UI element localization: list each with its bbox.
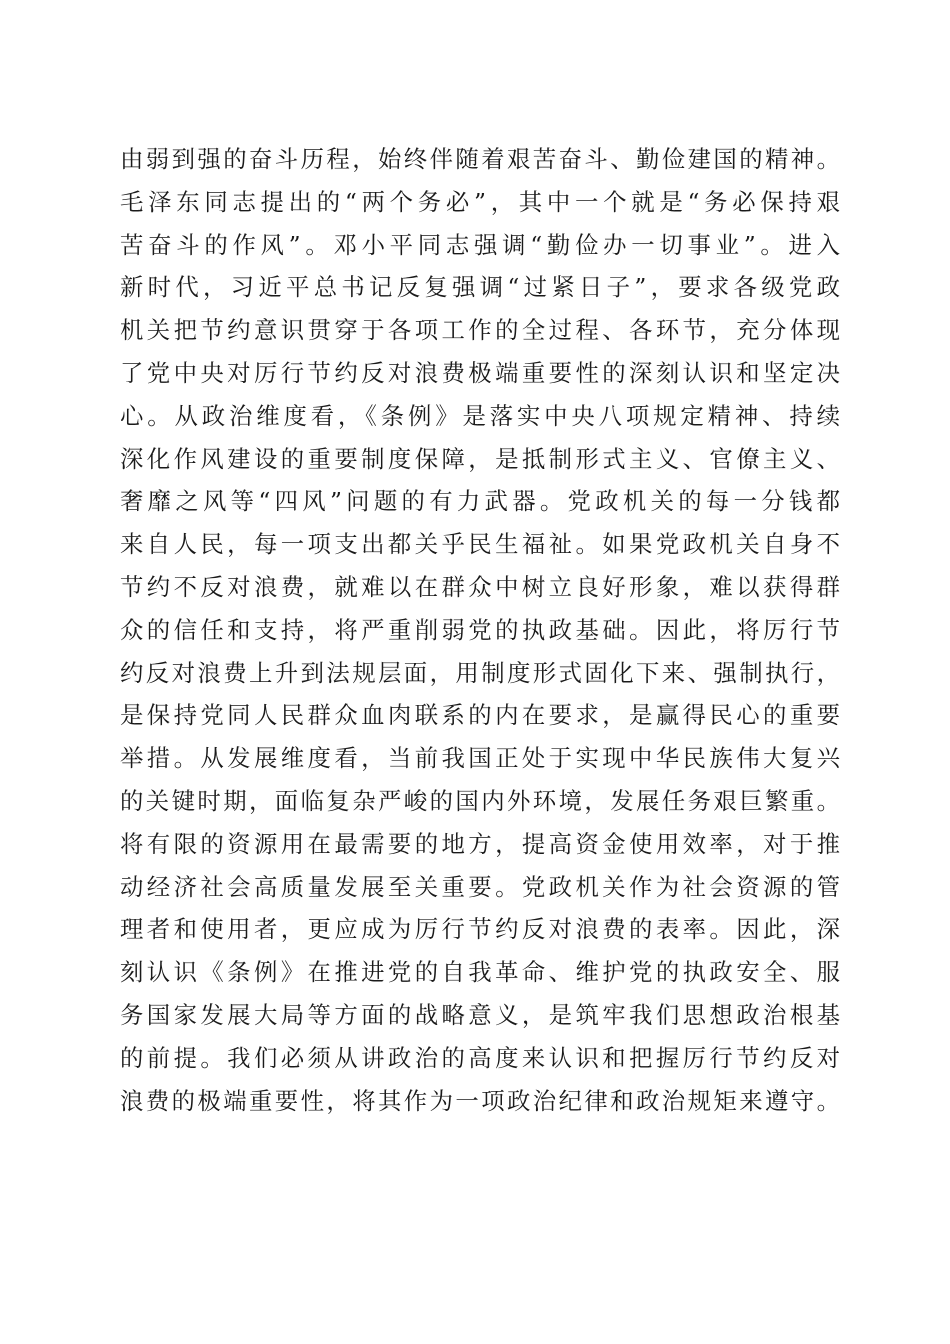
text-line: 约反对浪费上升到法规层面，用制度形式固化下来、强制执行， xyxy=(120,658,840,687)
text-line: 的前提。我们必须从讲政治的高度来认识和把握厉行节约反对 xyxy=(120,1043,840,1072)
text-line: 刻认识《条例》在推进党的自我革命、维护党的执政安全、服 xyxy=(120,958,840,987)
text-line: 了党中央对厉行节约反对浪费极端重要性的深刻认识和坚定决 xyxy=(120,358,840,387)
text-line: 务国家发展大局等方面的战略意义，是筑牢我们思想政治根基 xyxy=(120,1000,840,1029)
text-line: 是保持党同人民群众血肉联系的内在要求，是赢得民心的重要 xyxy=(120,701,840,730)
text-line: 的关键时期，面临复杂严峻的国内外环境，发展任务艰巨繁重。 xyxy=(120,786,840,815)
text-line: 众的信任和支持，将严重削弱党的执政基础。因此，将厉行节 xyxy=(120,615,840,644)
text-line: 动经济社会高质量发展至关重要。党政机关作为社会资源的管 xyxy=(120,872,840,901)
text-line: 奢靡之风等“四风”问题的有力武器。党政机关的每一分钱都 xyxy=(120,487,840,516)
text-line: 由弱到强的奋斗历程，始终伴随着艰苦奋斗、勤俭建国的精神。 xyxy=(120,145,840,173)
text-line: 理者和使用者，更应成为厉行节约反对浪费的表率。因此，深 xyxy=(120,915,840,944)
text-line: 浪费的极端重要性，将其作为一项政治纪律和政治规矩来遵守。 xyxy=(120,1086,840,1115)
text-line: 苦奋斗的作风”。邓小平同志强调“勤俭办一切事业”。进入 xyxy=(120,230,840,259)
text-line: 举措。从发展维度看，当前我国正处于实现中华民族伟大复兴 xyxy=(120,744,840,773)
text-line: 毛泽东同志提出的“两个务必”，其中一个就是“务必保持艰 xyxy=(120,187,840,216)
text-line: 深化作风建设的重要制度保障，是抵制形式主义、官僚主义、 xyxy=(120,444,840,473)
text-line: 将有限的资源用在最需要的地方，提高资金使用效率，对于推 xyxy=(120,829,840,858)
text-line: 机关把节约意识贯穿于各项工作的全过程、各环节，充分体现 xyxy=(120,316,840,345)
text-line: 节约不反对浪费，就难以在群众中树立良好形象，难以获得群 xyxy=(120,572,840,601)
text-line: 心。从政治维度看，《条例》是落实中央八项规定精神、持续 xyxy=(120,401,840,430)
body-paragraph xyxy=(120,138,840,1122)
text-line: 来自人民，每一项支出都关乎民生福祉。如果党政机关自身不 xyxy=(120,530,840,559)
text-line: 新时代，习近平总书记反复强调“过紧日子”，要求各级党政 xyxy=(120,273,840,302)
